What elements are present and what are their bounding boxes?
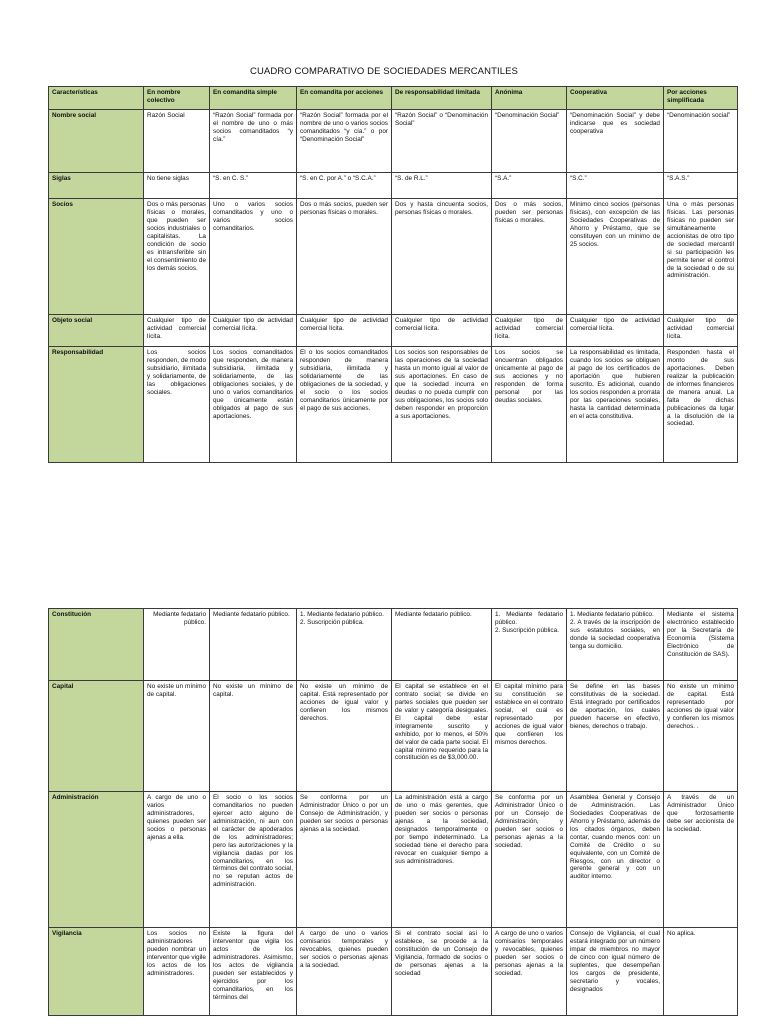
table-cell: 1. Mediante fedatario público. 2. Suscripción pública. bbox=[492, 609, 567, 681]
table-cell: Cualquier tipo de actividad comercial lícita. bbox=[567, 315, 664, 347]
table-cell: Los socios son responsables de las operaciones de la sociedad hasta un monto igual al valor de sus aportaciones. En caso de que la sociedad incurra en deudas o no pueda cumplir con sus obligaciones, los socios solo deben responder en proporción a sus aportaciones. bbox=[392, 347, 492, 463]
table-cell: El capital se establece en el contrato social; se divide en partes sociales que pueden ser de valor y categoría desiguales. El capital debe estar íntegramente suscrito y exhibido, por lo menos, el 50% del valor de cada parte social. El capital mínimo requerido para la constitución es de $3,000.00. bbox=[392, 681, 492, 792]
header-cooperativa: Cooperativa bbox=[567, 87, 664, 110]
table-row bbox=[49, 110, 738, 173]
row-label-siglas: Siglas bbox=[49, 173, 144, 199]
table-cell: No aplica. bbox=[664, 928, 738, 1016]
table-cell: No tiene siglas bbox=[144, 173, 210, 199]
table-cell: Se conforma por un Administrador Único o por un Consejo de Administración, y pueden ser socios o personas ajenas a la sociedad. bbox=[297, 792, 392, 928]
table-cell: “S.A.” bbox=[492, 173, 567, 199]
table-cell: Consejo de Vigilancia, el cual estará integrado por un número impar de miembros no mayor de cinco con igual número de suplentes, que desempeñan los cargos de presidente, secretario y vocales, designados bbox=[567, 928, 664, 1016]
table-cell: No existe un mínimo de capital. Está representado por acciones de igual valor y confieren los mismos derechos. . bbox=[664, 681, 738, 792]
header-acciones-simplificada: Por acciones simplificada bbox=[664, 87, 738, 110]
table-cell: 1. Mediante fedatario público. 2. A través de la inscripción de sus estatutos sociales, en donde la sociedad cooperativa tenga su domicilio. bbox=[567, 609, 664, 681]
table-cell: Una o más personas físicas. Las personas físicas no pueden ser simultáneamente accionistas de otro tipo de sociedad mercantil si su participación les permite tener el control de la sociedad o de su administración. bbox=[664, 199, 738, 315]
table-cell: Se define en las bases constitutivas de la sociedad. Está integrado por certificados de aportación, los cuales pueden hacerse en efectivo, bienes, derechos o trabajo. bbox=[567, 681, 664, 792]
row-label-nombre-social: Nombre social bbox=[49, 110, 144, 173]
comparison-table-part-2 bbox=[48, 608, 738, 1016]
table-cell: “Razón Social” formada por el nombre de uno o más socios comanditados “y cía.” bbox=[210, 110, 297, 173]
table-cell: Mediante fedatario público. bbox=[144, 609, 210, 681]
table-cell: A través de un Administrador Único que forzosamente debe ser accionista de la sociedad. bbox=[664, 792, 738, 928]
table-cell: A cargo de uno o varios administradores, quienes pueden ser socios o personas ajenas a ella. bbox=[144, 792, 210, 928]
table-cell: El capital mínimo para su constitución se establece en el contrato social, el cual es representado por acciones de igual valor que confieren los mismos derechos. bbox=[492, 681, 567, 792]
table-cell: Se conforma por un Administrador Único o por un Consejo de Administración, y pueden ser socios o personas ajenas a la sociedad. bbox=[492, 792, 567, 928]
table-cell: La responsabilidad es limitada, cuando los socios se obliguen al pago de los certificados de aportación que hubieren suscrito. Es adicional, cuando los socios responden a prorrata por las operaciones sociales, hasta la cantidad determinada en el acta constitutiva. bbox=[567, 347, 664, 463]
table-cell: “S. en C. S.” bbox=[210, 173, 297, 199]
table-cell: Los socios comanditados que responden, de manera subsidiaria, ilimitada y solidariamente, de las obligaciones sociales, y de uno o varios comanditarios que únicamente están obligados al pago de sus aportaciones. bbox=[210, 347, 297, 463]
row-label-vigilancia: Vigilancia bbox=[49, 928, 144, 1016]
table-cell: Existe la figura del interventor que vigila los actos de los administradores. Asimismo, los actos de vigilancia pueden ser establecidos y ejercidos por los comanditarios, en los términos del bbox=[210, 928, 297, 1016]
table-cell: 1. Mediante fedatario público. 2. Suscripción pública. bbox=[297, 609, 392, 681]
table-cell: Cualquier tipo de actividad comercial lícita. bbox=[664, 315, 738, 347]
table-cell: Mediante fedatario público. bbox=[210, 609, 297, 681]
header-comandita-simple: En comandita simple bbox=[210, 87, 297, 110]
table-cell: Cualquier tipo de actividad comercial lícita. bbox=[144, 315, 210, 347]
table-cell: A cargo de uno o varios comisarios temporales y revocables, quienes pueden ser socios o personas ajenas a la sociedad. bbox=[492, 928, 567, 1016]
table-row bbox=[49, 173, 738, 199]
table-row bbox=[49, 315, 738, 347]
comparison-table-part-1 bbox=[48, 86, 738, 463]
table-cell: “S.C.” bbox=[567, 173, 664, 199]
table-cell: Los socios no administradores pueden nombrar un interventor que vigile los actos de los administradores. bbox=[144, 928, 210, 1016]
table-cell: Dos o más socios, pueden ser personas físicas o morales. bbox=[297, 199, 392, 315]
row-label-capital: Capital bbox=[49, 681, 144, 792]
table-cell: “Denominación social” bbox=[664, 110, 738, 173]
table-cell: Cualquier tipo de actividad comercial lícita. bbox=[297, 315, 392, 347]
table-cell: “S. en C. por A.” o “S.C.A.” bbox=[297, 173, 392, 199]
table-cell: Cualquier tipo de actividad comercial lícita. bbox=[492, 315, 567, 347]
table-row bbox=[49, 347, 738, 463]
table-cell: No existe un mínimo de capital. Está representado por acciones de igual valor y confieren los mismos derechos. bbox=[297, 681, 392, 792]
table-cell: Cualquier tipo de actividad comercial lícita. bbox=[210, 315, 297, 347]
table-row bbox=[49, 792, 738, 928]
table-cell: Responden hasta el monto de sus aportaciones. Deben realizar la publicación de informes financieros de manera anual. La falta de dichas publicaciones da lugar a la disolución de la sociedad. bbox=[664, 347, 738, 463]
table-cell: No existe un mínimo de capital. bbox=[144, 681, 210, 792]
table-cell: “Razón Social” o “Denominación Social” bbox=[392, 110, 492, 173]
table-cell: Dos o más personas físicas o morales, que pueden ser socios industriales o capitalistas. La condición de socio es intransferible sin el consentimiento de los demás socios. bbox=[144, 199, 210, 315]
table-cell: Los socios responden, de modo subsidiario, ilimitada y solidariamente, de las obligaciones sociales. bbox=[144, 347, 210, 463]
header-row bbox=[49, 87, 738, 110]
table-cell: Asamblea General y Consejo de Administración. Las Sociedades Cooperativas de Ahorro y Préstamo, además de los citados órganos, deben contar, cuando menos con: un Comité de Crédito o su equivalente, con un Comité de Riesgos, con un director o gerente general y con un auditor interno. bbox=[567, 792, 664, 928]
table-cell: El socio o los socios comanditarios no pueden ejercer acto alguno de administración, ni aun con el carácter de apoderados de los administradores; pero las autorizaciones y la vigilancia dadas por los comanditarios, en los términos del contrato social, no se reputan actos de administración. bbox=[210, 792, 297, 928]
row-label-constitucion: Constitución bbox=[49, 609, 144, 681]
row-label-objeto-social: Objeto social bbox=[49, 315, 144, 347]
table-cell: “Denominación Social” bbox=[492, 110, 567, 173]
header-comandita-acciones: En comandita por acciones bbox=[297, 87, 392, 110]
row-label-socios: Socios bbox=[49, 199, 144, 315]
row-label-administracion: Administración bbox=[49, 792, 144, 928]
table-row bbox=[49, 928, 738, 1016]
table-row bbox=[49, 199, 738, 315]
table-cell: “Razón Social” formada por el nombre de uno o varios socios comanditados “y cía.” o por “Denominación Social” bbox=[297, 110, 392, 173]
table-cell: Dos y hasta cincuenta socios, personas físicas o morales. bbox=[392, 199, 492, 315]
header-colectivo: En nombre colectivo bbox=[144, 87, 210, 110]
table-cell: “S.A.S.” bbox=[664, 173, 738, 199]
row-label-responsabilidad: Responsabilidad bbox=[49, 347, 144, 463]
table-cell: Mediante fedatario público. bbox=[392, 609, 492, 681]
table-cell: Dos o más socios, pueden ser personas físicas o morales. bbox=[492, 199, 567, 315]
header-caracteristicas: Características bbox=[49, 87, 144, 110]
table-cell: No existe un mínimo de capital. bbox=[210, 681, 297, 792]
table-cell: Los socios se encuentran obligados únicamente al pago de sus acciones y no responden de forma personal por las deudas sociales. bbox=[492, 347, 567, 463]
table-cell: Uno o varios socios comanditados y uno o varios socios comanditarios. bbox=[210, 199, 297, 315]
table-cell: Razón Social bbox=[144, 110, 210, 173]
table-row bbox=[49, 681, 738, 792]
header-anonima: Anónima bbox=[492, 87, 567, 110]
document-title: CUADRO COMPARATIVO DE SOCIEDADES MERCANTILES bbox=[250, 66, 518, 77]
table-cell: “Denominación Social” y debe indicarse que es sociedad cooperativa bbox=[567, 110, 664, 173]
header-responsabilidad-limitada: De responsabilidad limitada bbox=[392, 87, 492, 110]
table-cell: Mínimo cinco socios (personas físicas), con excepción de las Sociedades Cooperativas de Ahorro y Préstamo, que se constituyen con un mínimo de 25 socios. bbox=[567, 199, 664, 315]
table-cell: Mediante el sistema electrónico establecido por la Secretaría de Economía (Sistema Electrónico de Constitución de SAS). bbox=[664, 609, 738, 681]
table-cell: Cualquier tipo de actividad comercial lícita. bbox=[392, 315, 492, 347]
table-cell: El o los socios comanditados responden de manera subsidiaria, ilimitada y solidariamente de las obligaciones de la sociedad, y el socio o los socios comanditarios únicamente por el pago de sus acciones. bbox=[297, 347, 392, 463]
table-cell: “S. de R.L.” bbox=[392, 173, 492, 199]
table-cell: Si el contrato social así lo establece, se procede a la constitución de un Consejo de Vigilancia, formado de socios o de personas ajenas a la sociedad bbox=[392, 928, 492, 1016]
table-cell: A cargo de uno o varios comisarios temporales y revocables, quienes pueden ser socios o personas ajenas a la sociedad. bbox=[297, 928, 392, 1016]
table-row bbox=[49, 609, 738, 681]
table-cell: La administración está a cargo de uno o más gerentes, que pueden ser socios o personas ajenas a la sociedad, designados temporalmente o por tiempo indeterminado. La sociedad tiene el derecho para revocar en cualquier tiempo a sus administradores. bbox=[392, 792, 492, 928]
